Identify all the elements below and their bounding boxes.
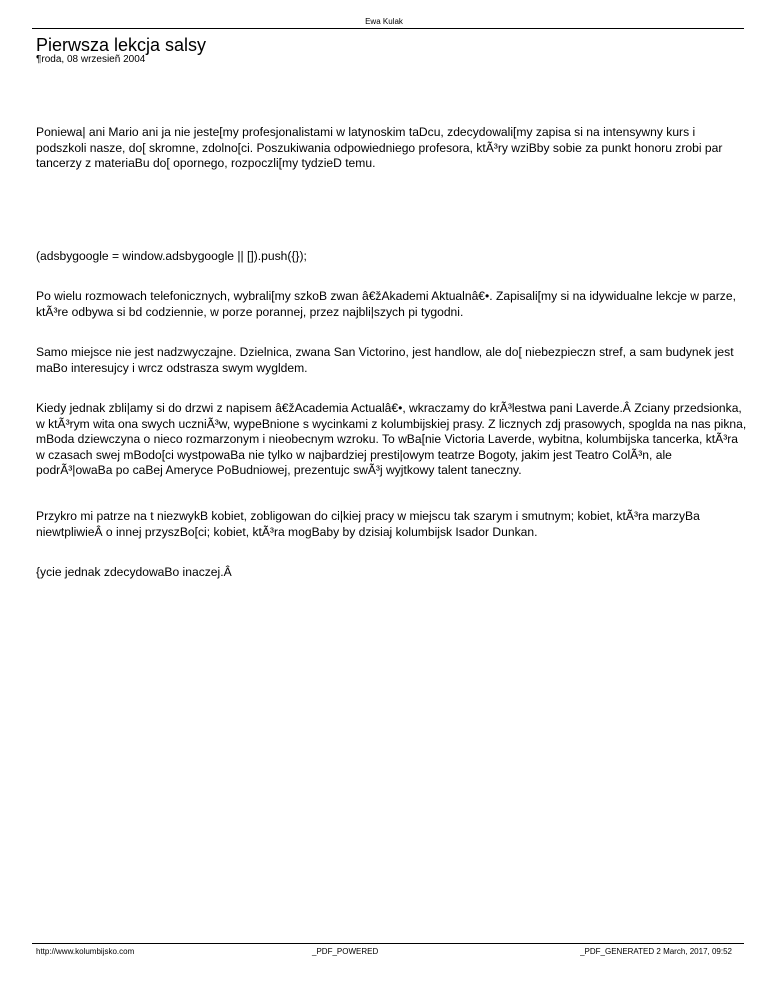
- ad-script-text: (adsbygoogle = window.adsbygoogle || []).push({});: [36, 249, 307, 263]
- header-author: Ewa Kulak: [365, 17, 403, 26]
- header-divider: [32, 28, 744, 29]
- article-title: Pierwsza lekcja salsy: [36, 35, 207, 55]
- footer-generated: _PDF_GENERATED 2 March, 2017, 09:52: [580, 947, 732, 956]
- article-paragraph: Po wielu rozmowach telefonicznych, wybrali[my szkoB zwan â€žAkademi Aktualnâ€•. Zapisali[my si na idywidualne lekcje w parze, ktÃ³re odbywa si bd codziennie, w porze porannej, przez najbli|szych pi tygodni.: [36, 289, 736, 319]
- article-paragraph: Poniewa| ani Mario ani ja nie jeste[my profesjonalistami w latynoskim taDcu, zdecydowali[my zapisa si na intensywny kurs i podszkoli nasze, do[ skromne, zdolno[ci. Poszukiwania odpowiedniego profesora, ktÃ³ry wziBby sobie za punkt honoru zrobi par tancerzy z materiaBu do[ opornego, rozpoczli[my tydzieD temu.: [36, 125, 723, 170]
- article-paragraph: {ycie jednak zdecydowaBo inaczej.Â: [36, 565, 232, 579]
- article-paragraph: Przykro mi patrze na t niezwykB kobiet, zobligowan do ci|kiej pracy w miejscu tak szarym i smutnym; kobiet, ktÃ³ra marzyBa niewtpliwieÂ o innej przyszBo[ci; kobiet, ktÃ³ra mogBaby by dzisiaj kolumbijsk Isador Dunkan.: [36, 509, 700, 539]
- article-paragraph: Kiedy jednak zbli|amy si do drzwi z napisem â€žAcademia Actualâ€•, wkraczamy do krÃ³lestwa pani Laverde.Â Zciany przedsionka, w ktÃ³rym wita ona swych uczniÃ³w, wypeBnione s wycinkami z kolumbijskiej prasy. Z licznych zdj prasowych, spoglda na nas pikna, mBoda dziewczyna o nieco rozmarzonym i nieobecnym wzroku. To wBa[nie Victoria Laverde, wybitna, kolumbijska tancerka, ktÃ³ra w czasach swej mBodo[ci wystpowaBa nie tylko w najbardziej presti|owym teatrze Bogoty, jakim jest Teatro ColÃ³n, ale podrÃ³|owaBa po caBej Ameryce PoBudniowej, prezentujc swÃ³j wyjtkowy talent taneczny.: [36, 401, 747, 477]
- footer-site-link[interactable]: http://www.kolumbijsko.com: [36, 947, 135, 956]
- footer-powered: _PDF_POWERED: [312, 947, 379, 956]
- footer-divider: [32, 943, 744, 944]
- article-date: ¶roda, 08 wrzesieñ 2004: [36, 54, 146, 65]
- article-paragraph: Samo miejsce nie jest nadzwyczajne. Dzielnica, zwana San Victorino, jest handlow, ale do[ niebezpieczn stref, a sam budynek jest maBo interesujcy i wrcz odstrasza swym wygldem.: [36, 345, 734, 375]
